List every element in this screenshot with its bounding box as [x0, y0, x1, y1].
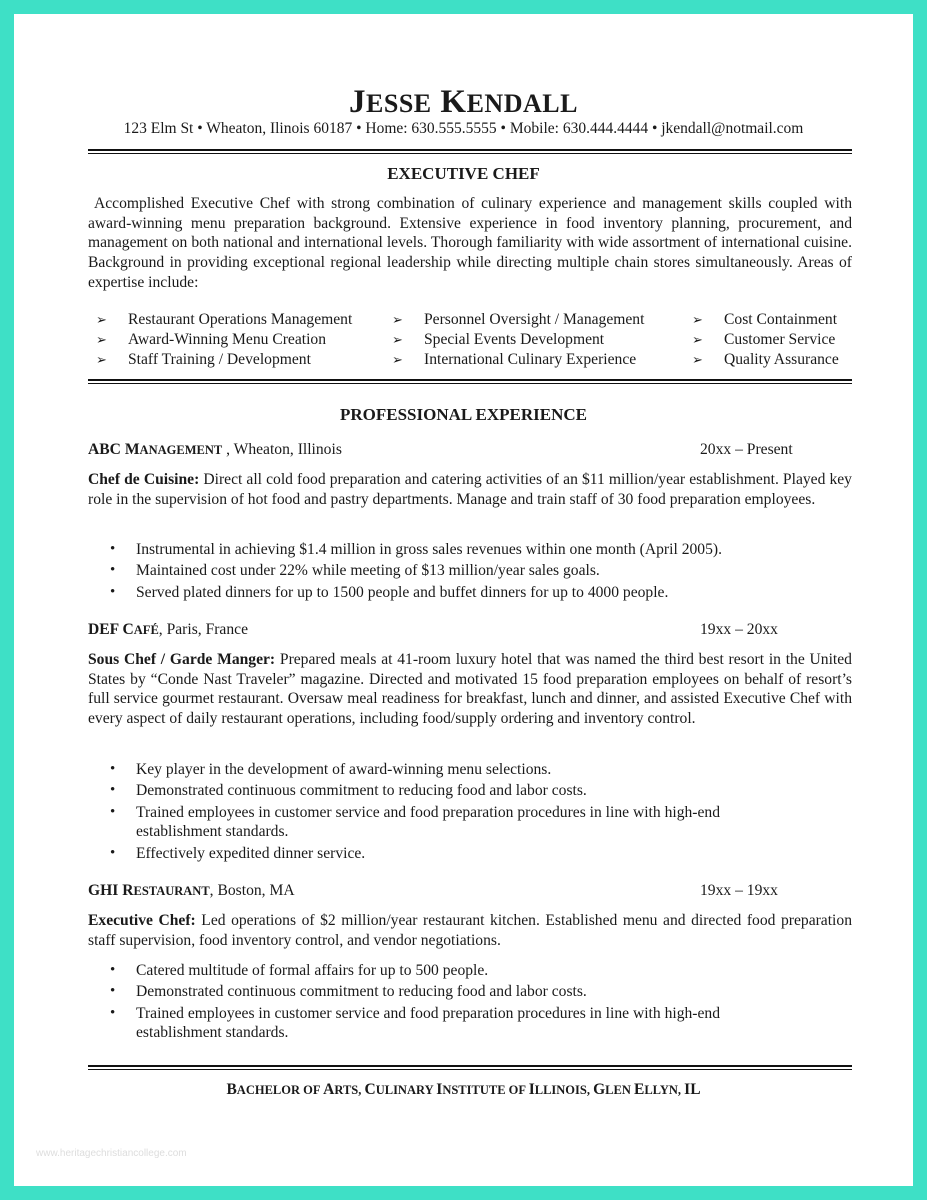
company-name: GHI RESTAURANT: [88, 882, 210, 899]
company-location: , Wheaton, Illinois: [222, 441, 342, 458]
job-achievements: [110, 760, 790, 865]
arrow-bullet-icon: ➢: [692, 312, 703, 327]
list-item: • Trained employees in customer service and food preparation procedures in line with high-end establishment standards.: [110, 803, 790, 842]
job-dates: 19xx – 19xx: [700, 882, 778, 899]
expertise-item: ➢ Restaurant Operations Management: [96, 311, 353, 328]
summary-title: EXECUTIVE CHEF: [387, 164, 540, 183]
list-item: • Trained employees in customer service and food preparation procedures in line with high-end establishment standards.: [110, 1004, 790, 1043]
list-item: • Key player in the development of award-winning menu selections.: [110, 760, 790, 780]
arrow-bullet-icon: ➢: [392, 352, 403, 367]
job-description: Sous Chef / Garde Manger: Prepared meals at 41-room luxury hotel that was named the third best resort in the United States by “Conde Nast Traveler” magazine. Directed and motivated 15 food preparation employees on behalf of resort’s full service gourmet restaurant. Oversaw meal readiness for breakfast, lunch and dinner, and assisted Executive Chef with every aspect of daily restaurant operations, including food/supply ordering and inventory control.: [88, 651, 852, 728]
expertise-item: ➢ Staff Training / Development: [96, 351, 311, 368]
arrow-bullet-icon: ➢: [392, 332, 403, 347]
company-location: , Paris, France: [158, 621, 248, 638]
list-item: • Instrumental in achieving $1.4 million in gross sales revenues within one month (April 2005).: [110, 540, 790, 560]
divider: [88, 379, 852, 384]
arrow-bullet-icon: ➢: [392, 312, 403, 327]
arrow-bullet-icon: ➢: [96, 332, 107, 347]
expertise-item: ➢ Personnel Oversight / Management: [392, 311, 645, 328]
education-line: BACHELOR OF ARTS, CULINARY INSTITUTE OF ILLINOIS, GLEN ELLYN, IL: [226, 1081, 701, 1098]
expertise-item: ➢ Award-Winning Menu Creation: [96, 331, 327, 348]
divider: [88, 1065, 852, 1070]
list-item: • Demonstrated continuous commitment to reducing food and labor costs.: [110, 781, 790, 801]
job-header: [88, 621, 852, 639]
company-location: , Boston, MA: [209, 882, 295, 899]
job-role: Chef de Cuisine:: [88, 471, 200, 488]
job-description: Chef de Cuisine: Direct all cold food preparation and catering activities of an $11 million/year establishment. Played key role in the supervision of hot food and pastry departments. Manage and train staff of 30 food preparation employees.: [88, 471, 852, 508]
job-dates: 20xx – Present: [700, 441, 793, 458]
watermark: www.heritagechristiancollege.com: [36, 1148, 187, 1159]
list-item: • Catered multitude of formal affairs for up to 500 people.: [110, 961, 790, 981]
expertise-item: ➢ International Culinary Experience: [392, 351, 637, 368]
arrow-bullet-icon: ➢: [96, 312, 107, 327]
arrow-bullet-icon: ➢: [96, 352, 107, 367]
expertise-item: ➢ Cost Containment: [692, 311, 838, 328]
expertise-column-1: [96, 310, 392, 370]
list-item: • Served plated dinners for up to 1500 people and buffet dinners for up to 4000 people.: [110, 583, 790, 603]
job-achievements: [110, 961, 790, 1045]
expertise-column-3: [692, 310, 862, 370]
job-header: [88, 441, 852, 459]
list-item: • Demonstrated continuous commitment to reducing food and labor costs.: [110, 982, 790, 1002]
resume-page: [14, 14, 913, 1186]
summary-paragraph: Accomplished Executive Chef with strong combination of culinary experience and management skills coupled with award-winning menu preparation background. Extensive experience in food inventory planning, procurement, and management on both national and international levels. Thorough familiarity with wide assortment of international cuisine. Background in providing exceptional regional leadership while directing multiple chain stores simultaneously. Areas of expertise include:: [88, 195, 852, 291]
company-name: ABC MANAGEMENT: [88, 441, 223, 458]
expertise-column-2: [392, 310, 692, 370]
arrow-bullet-icon: ➢: [692, 332, 703, 347]
job-role: Sous Chef / Garde Manger:: [88, 651, 276, 668]
job-dates: 19xx – 20xx: [700, 621, 778, 638]
divider: [88, 149, 852, 154]
experience-title: PROFESSIONAL EXPERIENCE: [339, 405, 588, 424]
expertise-item: ➢ Special Events Development: [392, 331, 605, 348]
expertise-item: ➢ Customer Service: [692, 331, 836, 348]
list-item: • Maintained cost under 22% while meeting of $13 million/year sales goals.: [110, 561, 790, 581]
job-header: [88, 882, 852, 900]
candidate-name: JESSE KENDALL: [349, 84, 578, 120]
arrow-bullet-icon: ➢: [692, 352, 703, 367]
contact-line: 123 Elm St • Wheaton, Ilinois 60187 • Home: 630.555.5555 • Mobile: 630.444.4444 • jkendall@notmail.com: [123, 120, 804, 137]
company-name: DEF CAFÉ: [88, 621, 159, 638]
job-achievements: [110, 540, 790, 604]
expertise-item: ➢ Quality Assurance: [692, 351, 839, 368]
job-description: Executive Chef: Led operations of $2 million/year restaurant kitchen. Established menu and directed food preparation staff supervision, food inventory control, and vendor negotiations.: [88, 912, 852, 949]
list-item: • Effectively expedited dinner service.: [110, 844, 790, 864]
expertise-list: [96, 310, 866, 370]
job-role: Executive Chef:: [88, 912, 196, 929]
